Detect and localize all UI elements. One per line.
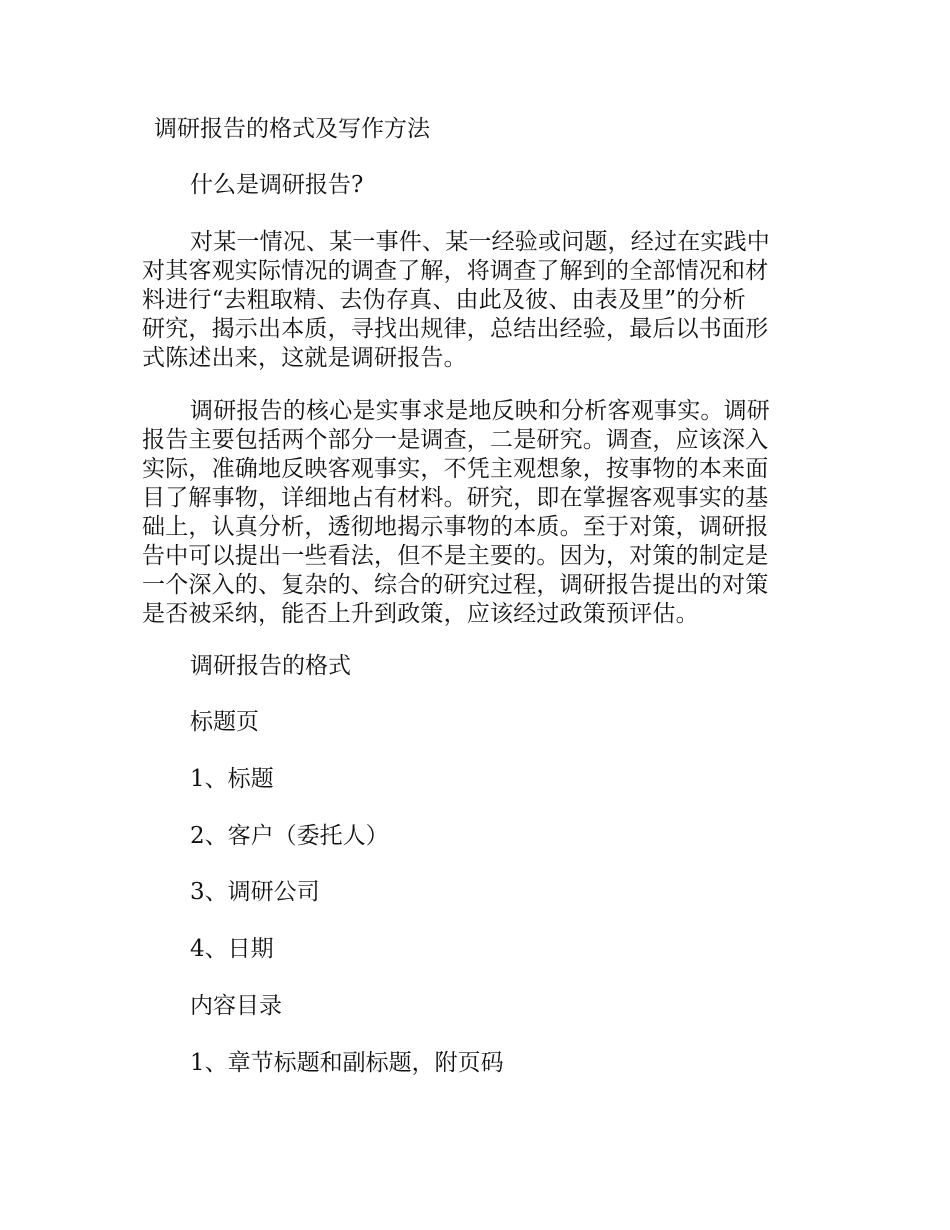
paragraph-line: 研究，揭示出本质，寻找出规律，总结出经验，最后以书面形 (142, 316, 769, 342)
paragraph-definition (142, 228, 817, 373)
question-heading: 什么是调研报告? (190, 172, 364, 198)
paragraph-line: 目了解事物，详细地占有材料。研究，即在掌握客观事实的基 (142, 485, 769, 511)
paragraph-line: 实际，准确地反映客观事实，不凭主观想象，按事物的本来面 (142, 456, 769, 482)
paragraph-line: 一个深入的、复杂的、综合的研究过程，调研报告提出的对策 (142, 572, 769, 598)
list-item: 3、调研公司 (190, 879, 320, 905)
paragraph-line: 对其客观实际情况的调查了解，将调查了解到的全部情况和材 (142, 258, 769, 284)
paragraph-core (142, 397, 817, 629)
paragraph-line: 调研报告的核心是实事求是地反映和分析客观事实。调研 (190, 398, 770, 424)
list-item: 1、章节标题和副标题，附页码 (190, 1050, 504, 1076)
document-title: 调研报告的格式及写作方法 (154, 116, 430, 142)
paragraph-line: 对某一情况、某一事件、某一经验或问题，经过在实践中 (190, 229, 770, 255)
format-heading: 调研报告的格式 (190, 653, 351, 679)
title-page-heading: 标题页 (190, 709, 259, 735)
list-item: 2、客户（委托人） (190, 823, 389, 849)
paragraph-line: 础上，认真分析，透彻地揭示事物的本质。至于对策，调研报 (142, 514, 769, 540)
paragraph-line: 是否被采纳，能否上升到政策，应该经过政策预评估。 (142, 601, 699, 627)
paragraph-line: 告中可以提出一些看法，但不是主要的。因为，对策的制定是 (142, 543, 769, 569)
list-item: 1、标题 (190, 766, 274, 792)
paragraph-line: 式陈述出来，这就是调研报告。 (142, 345, 467, 371)
paragraph-line: 料进行“去粗取精、去伪存真、由此及彼、由表及里”的分析 (142, 287, 746, 313)
paragraph-line: 报告主要包括两个部分一是调查，二是研究。调查，应该深入 (142, 427, 769, 453)
toc-heading: 内容目录 (190, 993, 282, 1019)
list-item: 4、日期 (190, 936, 274, 962)
